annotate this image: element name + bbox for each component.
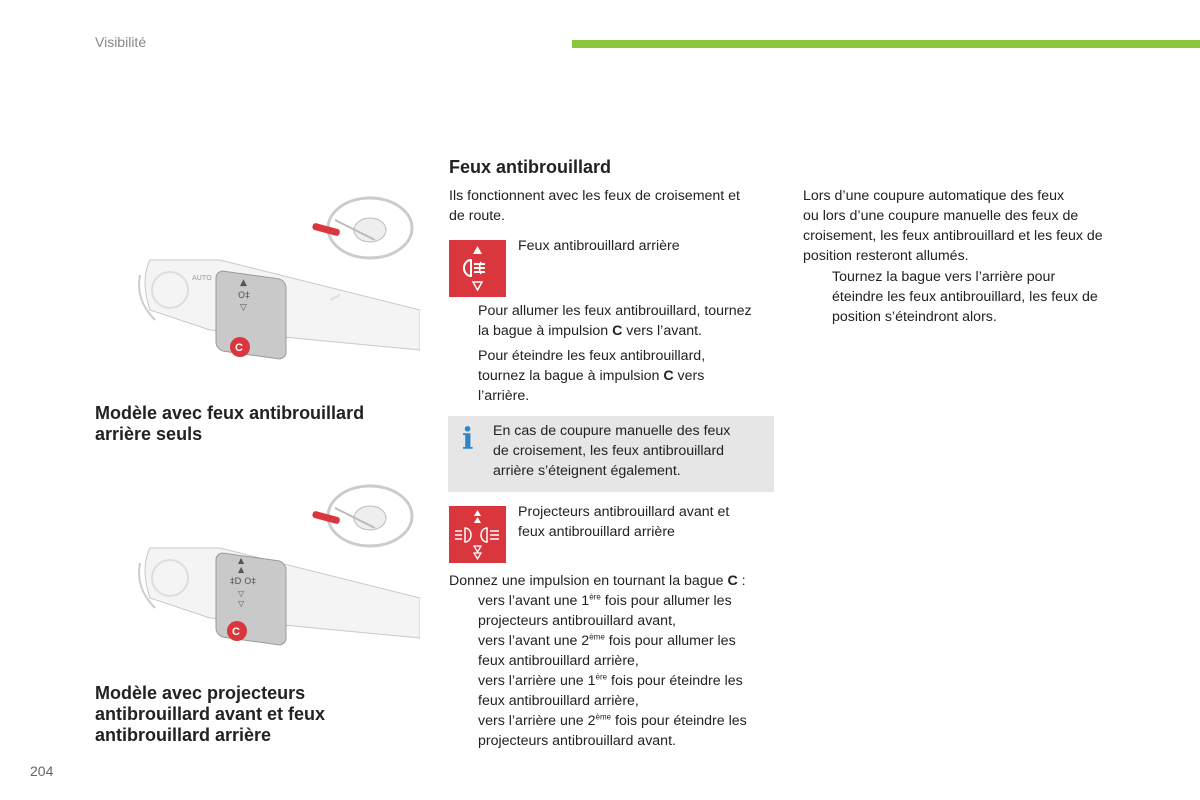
impulse-steps-list	[449, 591, 779, 751]
header-accent-bar	[572, 40, 1200, 48]
section-heading: Feux antibrouillard	[449, 157, 612, 177]
front-rear-fog-label: Projecteurs antibrouillard avant et feux antibrouillard arrière	[518, 504, 730, 540]
section-title: Visibilité	[95, 34, 147, 50]
rear-fog-label: Feux antibrouillard arrière	[518, 238, 680, 254]
list-item: vers l’arrière une 2ème fois pour éteindre les projecteurs antibrouillard avant.	[478, 712, 747, 749]
info-box	[448, 416, 774, 492]
front-rear-fog-lamp-icon	[449, 506, 506, 563]
caption-rear-fog-model: Modèle avec feux antibrouillard arrière seuls	[95, 403, 365, 444]
svg-text:▲: ▲	[238, 565, 245, 574]
list-item: Tournez la bague vers l’arrière pour éteindre les feux antibrouillard, les feux de position s’éteindront alors.	[832, 269, 1098, 325]
stalk-illustration-front-rear-fog	[130, 478, 420, 658]
list-item: vers l’arrière une 1ère fois pour éteindre les feux antibrouillard arrière,	[478, 672, 743, 709]
ring-label-c: C	[232, 626, 240, 638]
svg-text:▲: ▲	[240, 278, 247, 288]
rear-fog-lamp-icon	[449, 240, 506, 297]
impulse-instruction: Donnez une impulsion en tournant la bague C :	[449, 573, 746, 589]
ring-label-c: C	[235, 342, 243, 354]
intro-paragraph: Ils fonctionnent avec les feux de croisement et de route.	[449, 188, 741, 224]
svg-text:‡D O‡: ‡D O‡	[230, 577, 256, 587]
list-item: Pour éteindre les feux antibrouillard, tournez la bague à impulsion C vers l’arrière.	[478, 348, 706, 404]
bullet-list-off	[449, 346, 749, 406]
bullet-list-on	[449, 301, 779, 341]
auto-cutoff-paragraph: Lors d’une coupure automatique des feux ou lors d’une coupure manuelle des feux de croisement, les feux antibrouillard et les feux de position resteront allumés.	[803, 188, 1103, 264]
info-text: En cas de coupure manuelle des feux de croisement, les feux antibrouillard arrière s’éteignent également.	[493, 423, 731, 479]
list-item: vers l’avant une 1ère fois pour allumer les projecteurs antibrouillard avant,	[478, 592, 732, 629]
svg-text:O‡: O‡	[238, 291, 250, 301]
svg-text:▲: ▲	[238, 556, 245, 565]
caption-front-rear-fog-model: Modèle avec projecteurs antibrouillard avant et feux antibrouillard arrière	[95, 683, 326, 745]
list-item: vers l’avant une 2ème fois pour allumer les feux antibrouillard arrière,	[478, 632, 736, 669]
svg-text:▽: ▽	[238, 589, 245, 598]
svg-text:▽: ▽	[240, 303, 247, 313]
svg-text:AUTO: AUTO	[192, 274, 212, 282]
bullet-list-turn-off	[803, 267, 1133, 327]
svg-text:▽: ▽	[238, 599, 245, 608]
stalk-illustration-rear-fog	[130, 190, 420, 370]
list-item: Pour allumer les feux antibrouillard, tournez la bague à impulsion C vers l’avant.	[478, 303, 752, 339]
info-icon: i	[462, 422, 474, 457]
page-number: 204	[30, 763, 54, 779]
